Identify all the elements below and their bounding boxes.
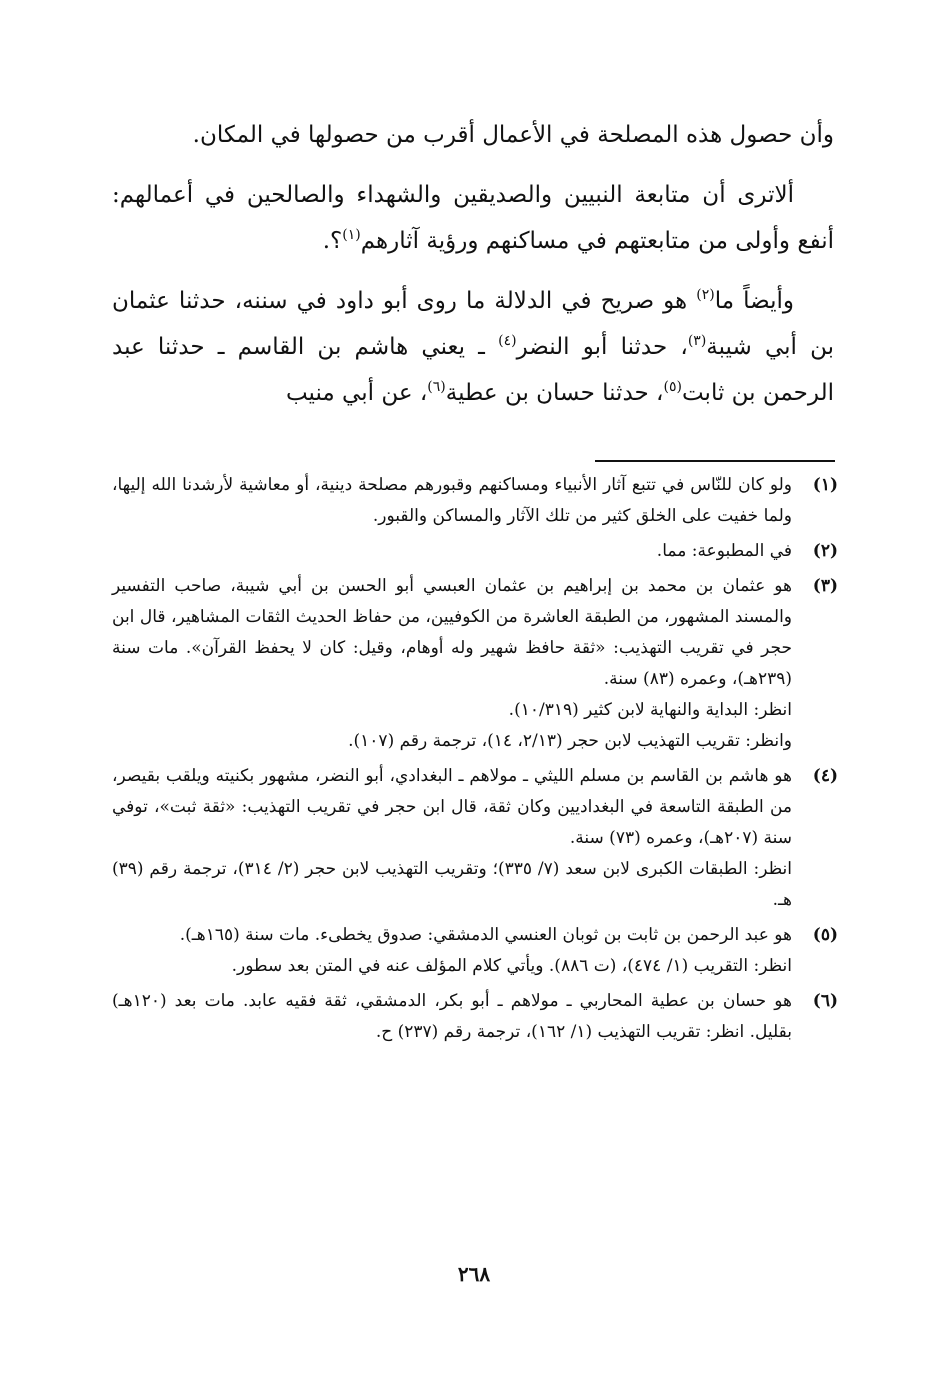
- paragraph-3-seg-6: ، عن أبي منيب: [285, 380, 428, 406]
- footnote-1: [112, 470, 838, 532]
- footnote-body: [112, 470, 792, 532]
- paragraph-3-seg-4: ـ يعني هاشم بن القاسم ـ حدثنا عبد الرحمن بن ثابت: [112, 334, 834, 406]
- paragraph-2-text: ألاترى أن متابعة النبيين والصديقين والشهداء والصالحين في أعمالهم: أنفع وأولى من متابعتهم في مساكنهم ورؤية آثارهم: [112, 182, 834, 254]
- footnote-ref-3[interactable]: (٣): [687, 333, 707, 349]
- footnote-line: هو هاشم بن القاسم بن مسلم الليثي ـ مولاهم ـ البغدادي، أبو النضر، مشهور بكنيته ويلقب بقيصر، من الطبقة التاسعة في البغداديين وكان ثقة، قال ابن حجر في تقريب التهذيب: «ثقة ثبت»، توفي سنة (٢٠٧هـ)، وعمره (٧٣) سنة.: [112, 766, 792, 848]
- footnote-number: (٥): [812, 925, 838, 945]
- paragraph-2-tail: ؟.: [322, 228, 343, 254]
- footnote-number: (٣): [812, 576, 838, 596]
- footnote-body: [112, 536, 792, 567]
- paragraph-3-seg-5: ، حدثنا حسان بن عطية: [445, 380, 664, 406]
- footnote-body: [112, 920, 792, 982]
- footnote-body: [112, 571, 792, 757]
- footnote-line: هو حسان بن عطية المحاربي ـ مولاهم ـ أبو بكر، الدمشقي، ثقة فقيه عابد. مات بعد (١٢٠هـ) بقليل. انظر: تقريب التهذيب (١/ ١٦٢)، ترجمة رقم (٢٣٧) ح.: [112, 991, 792, 1042]
- main-text: [112, 112, 834, 430]
- footnote-divider: [595, 460, 835, 462]
- footnote-ref-5[interactable]: (٥): [663, 379, 682, 395]
- footnote-line: انظر: الطبقات الكبرى لابن سعد (٧/ ٣٣٥)؛ وتقريب التهذيب لابن حجر (٢/ ٣١٤)، ترجمة رقم (٣٩) هـ.: [112, 859, 792, 910]
- paragraph-3-seg-2: هو صريح في الدلالة ما روى أبو داود في سننه، حدثنا عثمان بن أبي شيبة: [112, 288, 834, 360]
- footnote-ref-1[interactable]: (١): [342, 227, 361, 243]
- footnote-body: [112, 986, 792, 1048]
- paragraph-2: [112, 172, 834, 264]
- footnote-2: [112, 536, 838, 567]
- footnote-ref-6[interactable]: (٦): [427, 379, 446, 395]
- footnote-line: هو عثمان بن محمد بن إبراهيم بن عثمان العبسي أبو الحسن بن أبي شيبة، صاحب التفسير والمسند المشهور، من الطبقة العاشرة من الكوفيين، من حفاظ الحديث الثقات المشاهير، قال ابن حجر في تقريب التهذيب: «ثقة حافظ شهير وله أوهام، وقيل: كان لا يحفظ القرآن». مات سنة (٢٣٩هـ)، وعمره (٨٣) سنة.: [112, 576, 792, 689]
- footnote-3: [112, 571, 838, 757]
- footnote-number: (٦): [812, 991, 838, 1011]
- paragraph-3-seg-3: ، حدثنا أبو النضر: [516, 334, 688, 360]
- footnote-line: ولو كان للنّاس في تتبع آثار الأنبياء ومساكنهم وقبورهم مصلحة دينية، أو معاشية لأرشدنا الله إليها، ولما خفيت على الخلق كثير من تلك الآثار والمساكن والقبور.: [112, 475, 792, 526]
- footnote-line: في المطبوعة: مما.: [656, 541, 792, 561]
- footnote-4: [112, 761, 838, 916]
- footnote-line: انظر: التقريب (١/ ٤٧٤)، (ت ٨٨٦). ويأتي كلام المؤلف عنه في المتن بعد سطور.: [231, 956, 792, 976]
- footnote-number: (٢): [812, 541, 838, 561]
- footnote-5: [112, 920, 838, 982]
- footnote-line: انظر: البداية والنهاية لابن كثير (١٠/٣١٩).: [508, 700, 792, 720]
- paragraph-3: [112, 278, 834, 416]
- page-number: ٢٦٨: [457, 1262, 491, 1286]
- footnote-ref-4[interactable]: (٤): [498, 333, 517, 349]
- footnote-number: (٤): [812, 766, 838, 786]
- footnote-line: هو عبد الرحمن بن ثابت بن ثوبان العنسي الدمشقي: صدوق يخطىء. مات سنة (١٦٥هـ).: [179, 925, 792, 945]
- footnote-number: (١): [812, 475, 838, 495]
- paragraph-1: وأن حصول هذه المصلحة في الأعمال أقرب من حصولها في المكان.: [192, 122, 834, 148]
- paragraph-3-seg-1: وأيضاً ما: [714, 288, 794, 314]
- footnote-6: [112, 986, 838, 1048]
- footnote-ref-2[interactable]: (٢): [696, 287, 715, 303]
- footnotes: [112, 470, 838, 1052]
- footnote-line: وانظر: تقريب التهذيب لابن حجر (٢/١٣، ١٤)، ترجمة رقم (١٠٧).: [348, 731, 792, 751]
- footnote-body: [112, 761, 792, 916]
